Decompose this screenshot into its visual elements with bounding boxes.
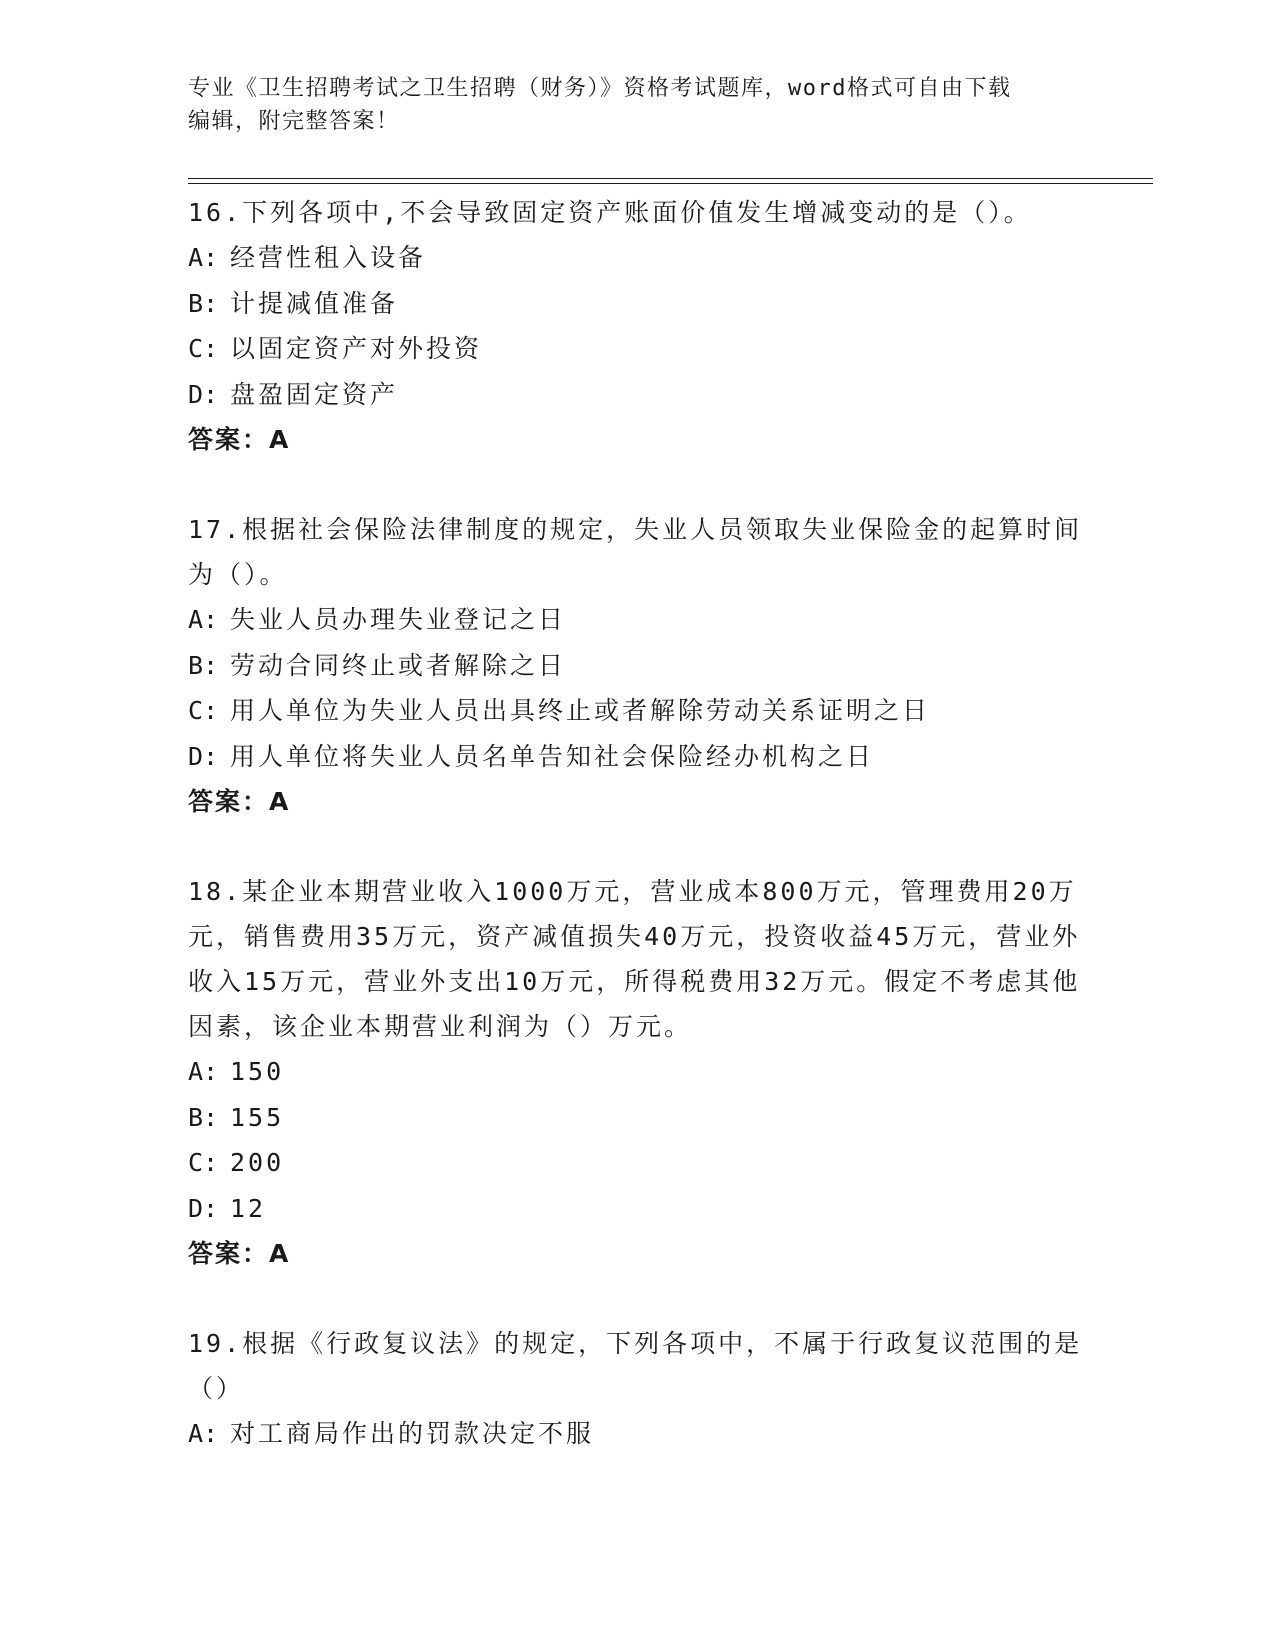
header-line-2: 编辑，附完整答案！ [188, 109, 400, 134]
option-text: 对工商局作出的罚款决定不服 [230, 1419, 595, 1448]
header-divider-bottom [188, 183, 1153, 184]
option-letter: A: [188, 243, 219, 272]
option-letter: C: [188, 696, 219, 725]
question-17 [188, 507, 1088, 825]
document-header [188, 72, 1088, 138]
option-text: 155 [230, 1102, 285, 1132]
option-letter: D: [188, 379, 219, 409]
answer-line: 答案：A [188, 787, 291, 816]
option-b [188, 643, 1088, 689]
option-letter: B: [188, 288, 219, 318]
option-a [188, 1411, 1088, 1457]
option-a [188, 1049, 1088, 1095]
option-d [188, 372, 1088, 418]
answer-line: 答案：A [188, 1239, 291, 1268]
option-a [188, 235, 1088, 281]
option-text: 经营性租入设备 [230, 243, 427, 272]
question-stem: 17.根据社会保险法律制度的规定，失业人员领取失业保险金的起算时间为（）。 [188, 515, 1083, 589]
option-text: 劳动合同终止或者解除之日 [230, 650, 567, 680]
question-stem: 19.根据《行政复议法》的规定，下列各项中，不属于行政复议范围的是（） [188, 1329, 1083, 1403]
option-c [188, 688, 1088, 734]
option-a [188, 597, 1088, 643]
question-16 [188, 190, 1088, 463]
answer-line: 答案：A [188, 425, 291, 454]
option-letter: C: [188, 334, 219, 363]
question-stem: 18.某企业本期营业收入1000万元，营业成本800万元，管理费用20万元，销售费用35万元，资产减值损失40万元，投资收益45万元，营业外收入15万元，营业外支出10万元，所得税费用32万元。假定不考虑其他因素，该企业本期营业利润为（）万元。 [188, 877, 1081, 1041]
question-stem: 16.下列各项中,不会导致固定资产账面价值发生增减变动的是（）。 [188, 198, 1032, 227]
option-letter: B: [188, 650, 219, 680]
option-c [188, 326, 1088, 372]
question-19 [188, 1321, 1088, 1457]
option-text: 用人单位为失业人员出具终止或者解除劳动关系证明之日 [230, 696, 931, 725]
option-letter: B: [188, 1102, 219, 1132]
option-letter: A: [188, 605, 219, 634]
option-c [188, 1140, 1088, 1186]
option-text: 12 [230, 1193, 267, 1223]
option-text: 以固定资产对外投资 [230, 334, 483, 363]
option-text: 用人单位将失业人员名单告知社会保险经办机构之日 [230, 741, 875, 771]
option-text: 失业人员办理失业登记之日 [230, 605, 567, 634]
option-letter: D: [188, 741, 219, 771]
option-letter: A: [188, 1057, 219, 1086]
option-d [188, 1186, 1088, 1232]
option-text: 150 [230, 1057, 285, 1086]
header-divider-top [188, 178, 1153, 179]
option-text: 200 [230, 1148, 285, 1177]
header-line-1: 专业《卫生招聘考试之卫生招聘（财务）》资格考试题库，word格式可自由下载 [188, 76, 1012, 101]
option-b [188, 281, 1088, 327]
option-letter: A: [188, 1419, 219, 1448]
question-18 [188, 869, 1088, 1277]
option-letter: C: [188, 1148, 219, 1177]
option-text: 计提减值准备 [230, 288, 399, 318]
option-text: 盘盈固定资产 [230, 379, 399, 409]
option-letter: D: [188, 1193, 219, 1223]
option-d [188, 734, 1088, 780]
option-b [188, 1095, 1088, 1141]
question-list [188, 190, 1088, 1501]
